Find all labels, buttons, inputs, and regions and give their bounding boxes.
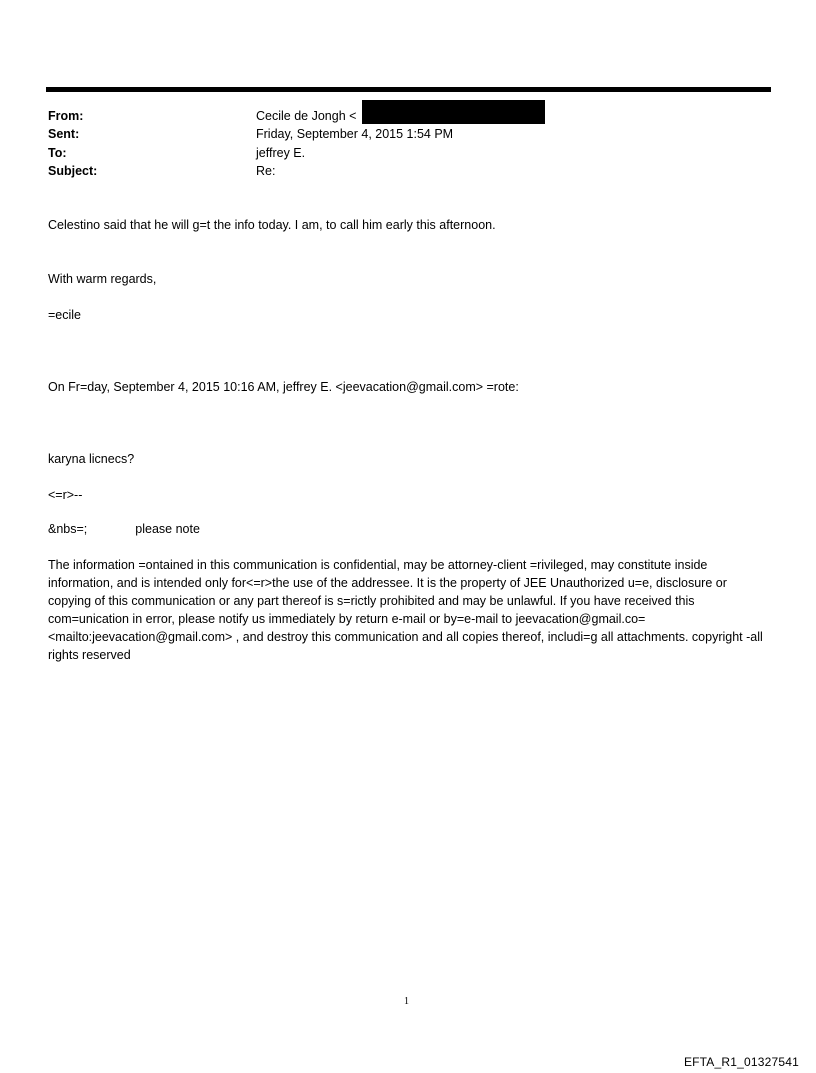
separator: <=r>-- [48, 488, 83, 502]
body-line: Celestino said that he will g=t the info today. I am, to call him early this afternoon. [48, 218, 496, 232]
to-value: jeffrey E. [256, 146, 306, 160]
quoted-line: karyna licnecs? [48, 452, 135, 466]
document-id: EFTA_R1_01327541 [683, 1055, 799, 1069]
quote-header: On Fr=day, September 4, 2015 10:16 AM, jeffrey E. <jeevacation@gmail.com> =rote: [48, 380, 519, 394]
redaction-box [362, 100, 545, 124]
nbsp-marker: &nbs=; [48, 522, 88, 536]
to-label: To: [48, 146, 67, 160]
signature: =ecile [48, 308, 82, 322]
sent-label: Sent: [48, 127, 80, 141]
subject-label: Subject: [48, 164, 98, 178]
page-number: 1 [404, 996, 409, 1007]
note-line [48, 520, 200, 538]
note-label: please note [135, 522, 200, 536]
closing: With warm regards, [48, 272, 157, 286]
disclaimer: The information =ontained in this communication is confidential, may be attorney-client =rivileged, may constitute inside information, and is intended only for<=r>the use of the addressee. It is the property of JEE Unauthorized u=e, disclosure or copying of this communication or any part thereof is s=rictly prohibited and may be unlawful. If you have received this com=unication in error, please notify us immediately by return e-mail or by=e-mail to jeevacation@gmail.co= <mailto:jeevacation@gmail.com> , and destroy this communication and all copies thereof, includi=g all attachments. copyright -all rights reserved [48, 558, 763, 662]
from-label: From: [48, 109, 84, 123]
header-rule [46, 87, 771, 92]
subject-value: Re: [256, 164, 276, 178]
sent-value: Friday, September 4, 2015 1:54 PM [256, 127, 454, 141]
from-value: Cecile de Jongh < [256, 109, 357, 123]
